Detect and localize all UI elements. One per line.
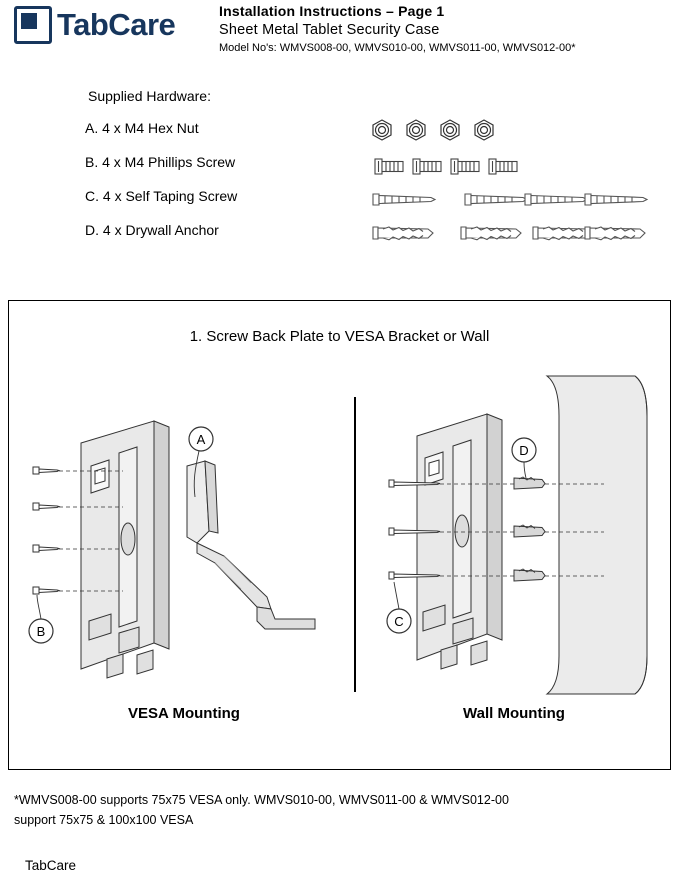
tabcare-square-logo-icon — [14, 6, 52, 44]
installation-figure — [8, 300, 671, 770]
wall-mounting-caption: Wall Mounting — [463, 705, 565, 722]
page-title: Installation Instructions – Page 1 — [219, 3, 445, 19]
hardware-label-a: A. 4 x M4 Hex Nut — [85, 120, 199, 136]
page-header — [0, 0, 679, 62]
hardware-row-b — [85, 150, 645, 182]
vesa-support-footnote — [14, 790, 664, 830]
vesa-mounting-caption: VESA Mounting — [128, 705, 240, 722]
hardware-label-c: C. 4 x Self Taping Screw — [85, 188, 238, 204]
header-divider — [208, 0, 210, 62]
hex-nut-icon-group — [285, 116, 645, 148]
footer-brand: TabCare — [25, 858, 77, 873]
callout-a-label: A — [196, 432, 206, 447]
figure-divider — [354, 397, 356, 692]
model-numbers: Model No's: WMVS008-00, WMVS010-00, WMVS011-00, WMVS012-00* — [219, 42, 576, 54]
hardware-label-d: D. 4 x Drywall Anchor — [85, 222, 219, 238]
hardware-row-c — [85, 184, 645, 216]
callout-b-label: B — [36, 624, 46, 639]
wall-mounting-diagram — [359, 376, 664, 701]
hex-nut-icon — [285, 116, 645, 146]
brand-logo — [14, 6, 175, 44]
self-taping-screw-icon-group — [285, 184, 645, 216]
vesa-mounting-diagram — [19, 411, 349, 701]
footnote-line-2: support 75x75 & 100x100 VESA — [14, 813, 194, 827]
hardware-label-b: B. 4 x M4 Phillips Screw — [85, 154, 236, 170]
drywall-anchor-icon-group — [285, 218, 645, 250]
hardware-row-d — [85, 218, 645, 250]
hardware-row-a — [85, 116, 645, 148]
page-subtitle: Sheet Metal Tablet Security Case — [219, 22, 440, 38]
phillips-screw-icon-group — [285, 150, 645, 182]
supplied-hardware-heading: Supplied Hardware: — [88, 88, 211, 104]
callout-c-label: C — [394, 614, 404, 629]
brand-name: TabCare — [57, 7, 176, 42]
figure-step-title: 1. Screw Back Plate to VESA Bracket or Wall — [189, 328, 490, 345]
drywall-anchor-icon — [285, 218, 645, 248]
phillips-screw-icon — [285, 150, 645, 180]
document-title-block — [219, 3, 575, 54]
callout-d-label: D — [519, 443, 529, 458]
footnote-line-1: *WMVS008-00 supports 75x75 VESA only. WMVS010-00, WMVS011-00 & WMVS012-00 — [14, 793, 509, 807]
self-taping-screw-icon — [285, 184, 645, 214]
